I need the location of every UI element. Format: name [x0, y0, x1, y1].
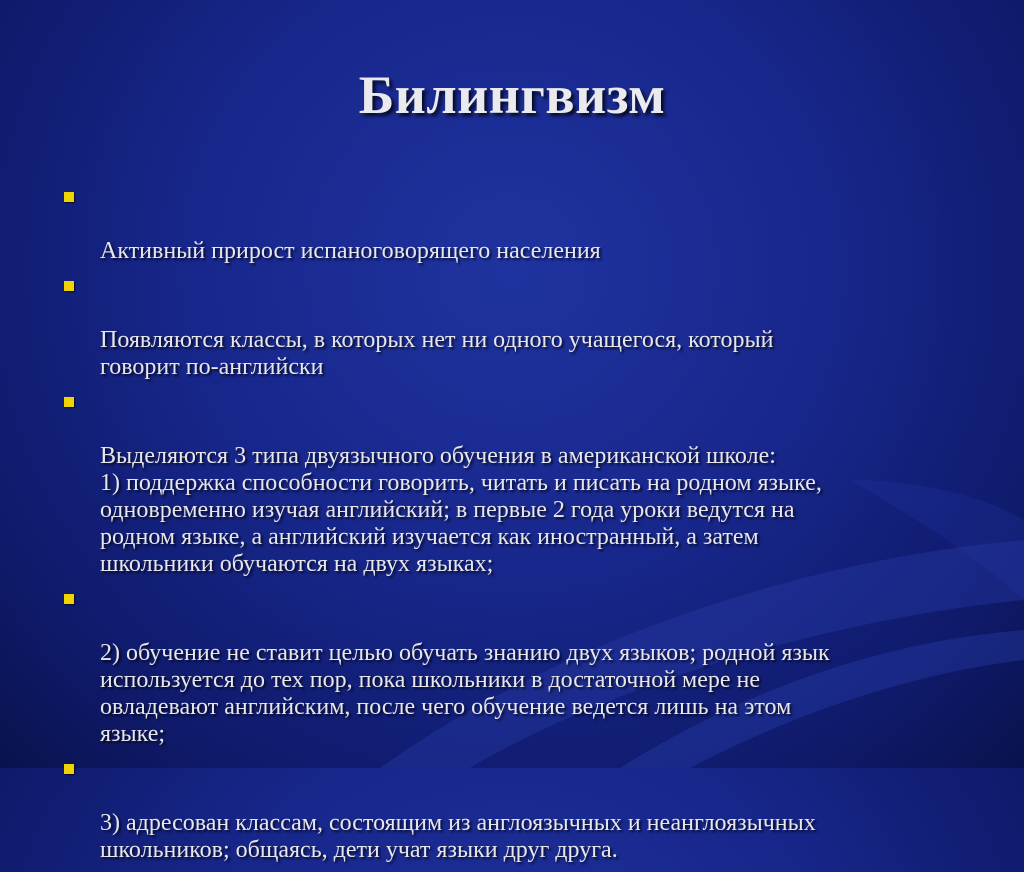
square-bullet-icon	[64, 281, 74, 291]
bullet-text: 3) адресован классам, состоящим из англоязычных и неанглоязычных школьников; общаясь, дети учат языки друг друга.	[100, 810, 816, 863]
bullet-item	[62, 389, 962, 578]
bullet-text: Появляются классы, в которых нет ни одного учащегося, который говорит по-английски	[100, 327, 774, 380]
bullet-text: Активный прирост испаноговорящего населения	[100, 238, 601, 264]
square-bullet-icon	[64, 397, 74, 407]
square-bullet-icon	[64, 594, 74, 604]
square-bullet-icon	[64, 192, 74, 202]
bullet-item	[62, 273, 962, 381]
bullet-item	[62, 184, 962, 265]
bullet-text: Выделяются 3 типа двуязычного обучения в американской школе: 1) поддержка способности говорить, читать и писать на родном языке, одновременно изучая английский; в первые 2 года уроки ведутся на родном языке, а английский изучается как иностранный, а затем школьники обучаются на двух языках;	[100, 443, 822, 577]
bullet-item	[62, 586, 962, 748]
bullet-item	[62, 756, 962, 864]
square-bullet-icon	[64, 764, 74, 774]
bullet-list	[62, 184, 962, 872]
slide-title: Билингвизм	[358, 65, 666, 125]
bullet-text: 2) обучение не ставит целью обучать знанию двух языков; родной язык используется до тех пор, пока школьники в достаточной мере не овладевают английским, после чего обучение ведется лишь на этом языке;	[100, 640, 830, 747]
